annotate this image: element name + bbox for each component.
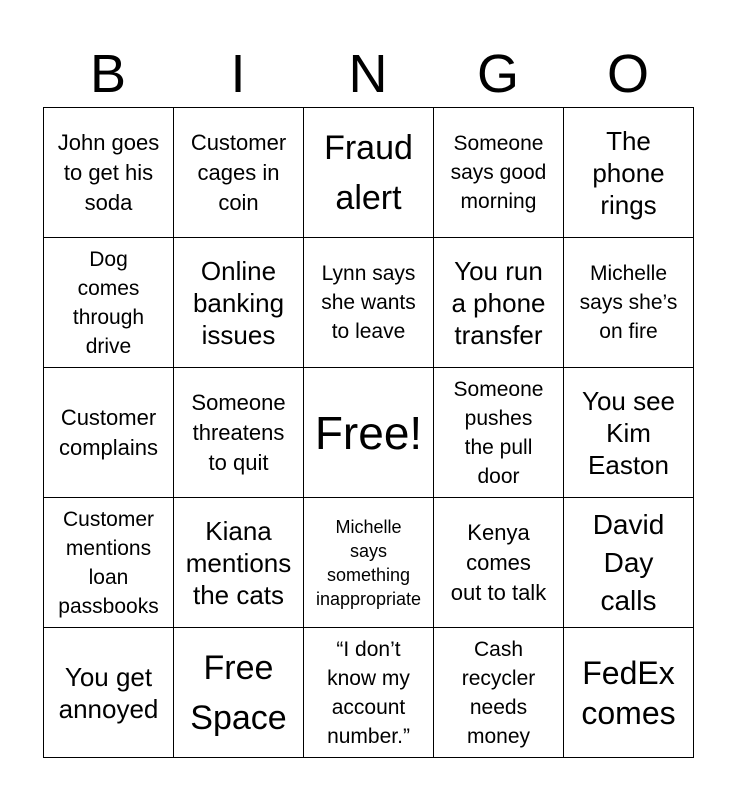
bingo-cell-2-2[interactable] — [174, 238, 304, 368]
bingo-cell-3-5[interactable] — [564, 368, 694, 498]
bingo-cell-2-4[interactable] — [434, 238, 564, 368]
cell-text: Dog comes through drive — [72, 247, 145, 358]
bingo-cell-5-5[interactable] — [564, 628, 694, 758]
header-letter-b: B — [89, 44, 127, 104]
bingo-cell-4-4[interactable] — [434, 498, 564, 628]
cell-text: Michelle says something inappropriate — [315, 516, 422, 609]
cell-text: Lynn says she wants to leave — [321, 262, 416, 343]
cell-text: Michelle says she’s on fire — [579, 262, 678, 343]
cell-text: Cash recycler needs money — [461, 637, 536, 748]
cell-text: Someone says good morning — [450, 132, 547, 213]
header-letter-i: I — [230, 44, 246, 104]
cell-text: Free! — [314, 406, 423, 459]
bingo-cell-1-1[interactable] — [44, 108, 174, 238]
bingo-cell-1-5[interactable] — [564, 108, 694, 238]
bingo-cell-1-2[interactable] — [174, 108, 304, 238]
bingo-cell-5-1[interactable] — [44, 628, 174, 758]
cell-text: Free Space — [190, 648, 287, 737]
bingo-cell-3-1[interactable] — [44, 368, 174, 498]
cell-text: Online banking issues — [192, 255, 285, 350]
bingo-cell-4-1[interactable] — [44, 498, 174, 628]
cell-text: “I don’t know my account number.” — [327, 637, 410, 748]
cell-text: John goes to get his soda — [57, 129, 160, 215]
bingo-cell-3-4[interactable] — [434, 368, 564, 498]
cell-text: Customer mentions loan passbooks — [58, 507, 159, 618]
bingo-cell-free[interactable] — [304, 368, 434, 498]
bingo-cell-4-5[interactable] — [564, 498, 694, 628]
header-letter-g: G — [476, 44, 519, 104]
cell-text: Fraud alert — [324, 128, 413, 217]
bingo-cell-4-2[interactable] — [174, 498, 304, 628]
cell-text: Customer complains — [58, 404, 159, 460]
cell-text: Someone pushes the pull door — [453, 377, 544, 488]
bingo-cell-2-5[interactable] — [564, 238, 694, 368]
bingo-cell-5-2[interactable] — [174, 628, 304, 758]
bingo-cell-3-2[interactable] — [174, 368, 304, 498]
header-letter-o: O — [606, 44, 649, 104]
cell-text: Kiana mentions the cats — [185, 515, 292, 610]
bingo-cell-5-4[interactable] — [434, 628, 564, 758]
cell-text: Someone threatens to quit — [191, 389, 286, 475]
cell-text: You see Kim Easton — [581, 385, 676, 480]
bingo-cell-1-3[interactable] — [304, 108, 434, 238]
bingo-cell-4-3[interactable] — [304, 498, 434, 628]
bingo-cell-2-1[interactable] — [44, 238, 174, 368]
cell-text: You get annoyed — [58, 661, 159, 724]
bingo-board — [43, 107, 694, 758]
cell-text: Customer cages in coin — [190, 129, 287, 215]
bingo-cell-2-3[interactable] — [304, 238, 434, 368]
bingo-cell-5-3[interactable] — [304, 628, 434, 758]
cell-text: Kenya comes out to talk — [450, 519, 547, 605]
cell-text: You run a phone transfer — [451, 255, 546, 350]
bingo-cell-1-4[interactable] — [434, 108, 564, 238]
cell-text: David Day calls — [592, 508, 665, 616]
bingo-header — [43, 40, 693, 108]
header-letter-n: N — [348, 44, 388, 104]
cell-text: FedEx comes — [581, 654, 676, 731]
cell-text: The phone rings — [592, 125, 665, 220]
